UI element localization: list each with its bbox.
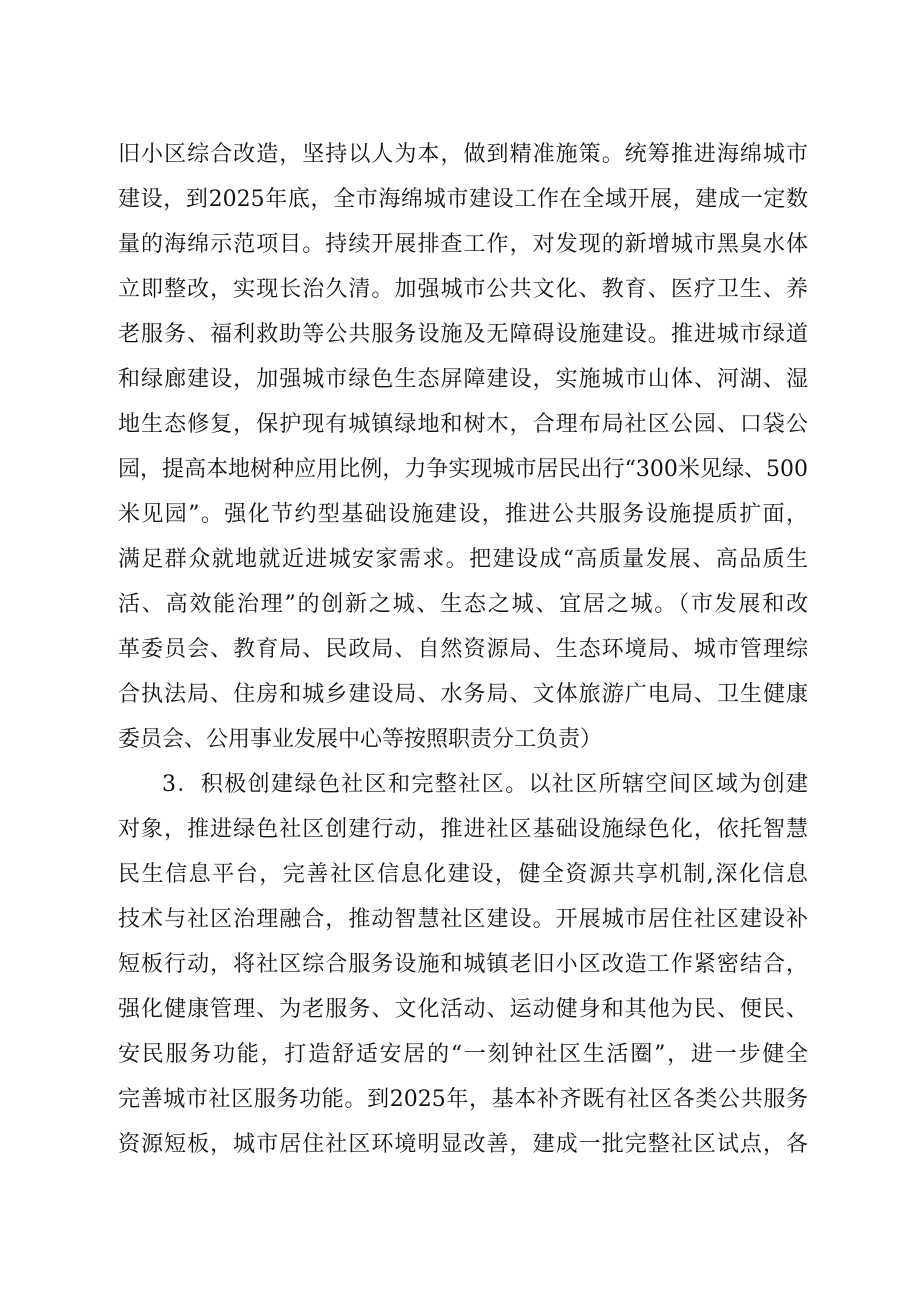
text-line: 民生信息平台，完善社区信息化建设，健全资源共享机制,深化信息 bbox=[118, 862, 808, 887]
text-line: 建设，到2025年底，全市海绵城市建设工作在全域开展，建成一定数 bbox=[118, 187, 808, 212]
text-line: 短板行动，将社区综合服务设施和城镇老旧小区改造工作紧密结合， bbox=[118, 952, 808, 977]
text-line: 量的海绵示范项目。持续开展排查工作，对发现的新增城市黑臭水体 bbox=[118, 232, 808, 257]
text-line: 革委员会、教育局、民政局、自然资源局、生态环境局、城市管理综 bbox=[118, 637, 808, 662]
text-line: 强化健康管理、为老服务、文化活动、运动健身和其他为民、便民、 bbox=[118, 997, 808, 1022]
text-line: 技术与社区治理融合，推动智慧社区建设。开展城市居住社区建设补 bbox=[118, 907, 808, 932]
text-line: 满足群众就地就近进城安家需求。把建设成“高质量发展、高品质生 bbox=[118, 547, 808, 572]
section-heading-line: 3．积极创建绿色社区和完整社区。以社区所辖空间区域为创建 bbox=[162, 772, 808, 797]
text-line: 安民服务功能，打造舒适安居的“一刻钟社区生活圈”，进一步健全 bbox=[118, 1042, 808, 1067]
text-line: 米见园”。强化节约型基础设施建设，推进公共服务设施提质扩面， bbox=[118, 502, 808, 527]
text-line: 委员会、公用事业发展中心等按照职责分工负责） bbox=[118, 727, 603, 752]
text-line: 和绿廊建设，加强城市绿色生态屏障建设，实施城市山体、河湖、湿 bbox=[118, 367, 808, 392]
text-line: 完善城市社区服务功能。到2025年，基本补齐既有社区各类公共服务 bbox=[118, 1087, 808, 1112]
text-line: 旧小区综合改造，坚持以人为本，做到精准施策。统筹推进海绵城市 bbox=[118, 142, 808, 167]
text-line: 合执法局、住房和城乡建设局、水务局、文体旅游广电局、卫生健康 bbox=[118, 682, 808, 707]
text-line: 立即整改，实现长治久清。加强城市公共文化、教育、医疗卫生、养 bbox=[118, 277, 808, 302]
text-line: 活、高效能治理”的创新之城、生态之城、宜居之城。（市发展和改 bbox=[118, 592, 808, 617]
text-line: 对象，推进绿色社区创建行动，推进社区基础设施绿色化，依托智慧 bbox=[118, 817, 808, 842]
text-line: 老服务、福利救助等公共服务设施及无障碍设施建设。推进城市绿道 bbox=[118, 322, 808, 347]
body-text bbox=[118, 132, 808, 1167]
text-line: 地生态修复，保护现有城镇绿地和树木，合理布局社区公园、口袋公 bbox=[118, 412, 808, 437]
text-line: 资源短板，城市居住社区环境明显改善，建成一批完整社区试点，各 bbox=[118, 1132, 808, 1157]
text-line: 园，提高本地树种应用比例，力争实现城市居民出行“300米见绿、500 bbox=[118, 457, 808, 482]
